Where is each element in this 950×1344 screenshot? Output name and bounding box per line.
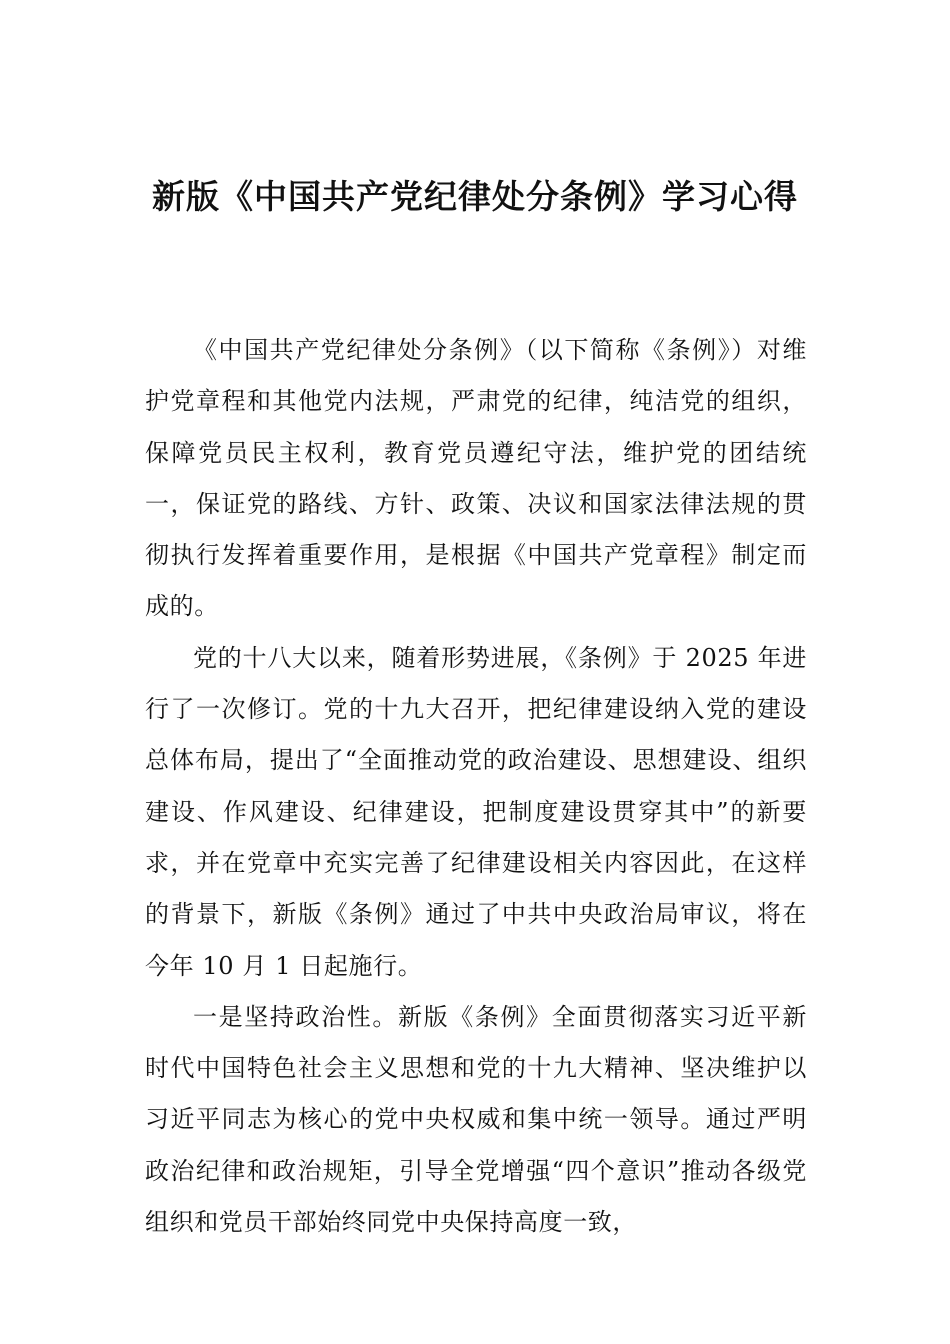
paragraph-political-point: 一是坚持政治性。新版《条例》全面贯彻落实习近平新时代中国特色社会主义思想和党的十九大精神、坚决维护以习近平同志为核心的党中央权威和集中统一领导。通过严明政治纪律和政治规矩，引导全党增强“四个意识”推动各级党组织和党员干部始终同党中央保持高度一致，: [145, 1002, 807, 1237]
paragraph-intro: 《中国共产党纪律处分条例》（以下简称《条例》）对维护党章程和其他党内法规，严肃党的纪律，纯洁党的组织，保障党员民主权利，教育党员遵纪守法，维护党的团结统一，保证党的路线、方针、政策、决议和国家法律法规的贯彻执行发挥着重要作用，是根据《中国共产党章程》制定而成的。: [145, 336, 807, 621]
paragraph-revision-background: 党的十八大以来，随着形势进展，《条例》于 2025 年进行了一次修订。党的十九大召开，把纪律建设纳入党的建设总体布局，提出了“全面推动党的政治建设、思想建设、组织建设、作风建设、纪律建设，把制度建设贯穿其中”的新要求，并在党章中充实完善了纪律建设相关内容因此，在这样的背景下，新版《条例》通过了中共中央政治局审议，将在今年 10 月 1 日起施行。: [145, 643, 807, 980]
document-body: [145, 325, 807, 1248]
document-title: 新版《中国共产党纪律处分条例》学习心得: [152, 177, 798, 216]
